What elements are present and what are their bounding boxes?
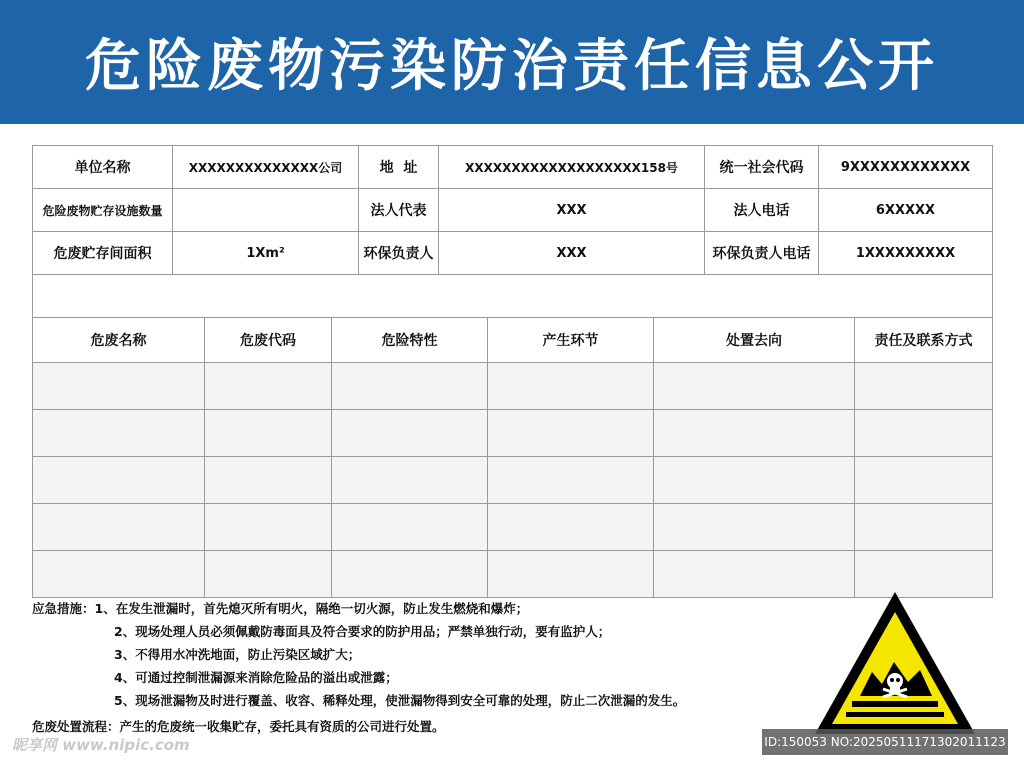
table-cell (205, 457, 332, 504)
blank-cell (33, 275, 993, 318)
emergency-item: 3、不得用水冲洗地面，防止污染区域扩大； (114, 647, 361, 662)
table-cell (654, 457, 855, 504)
table-row (33, 457, 993, 504)
emergency-item: 4、可通过控制泄漏源来消除危险品的溢出或泄露； (114, 670, 398, 685)
table-cell (855, 457, 993, 504)
disposal-text: 产生的危废统一收集贮存，委托具有资质的公司进行处置。 (119, 719, 445, 734)
emergency-notes (32, 597, 802, 738)
emergency-line (32, 597, 802, 620)
col-header-responsibility-contact: 责任及联系方式 (855, 318, 993, 363)
info-row (33, 146, 993, 189)
emergency-item: 1、在发生泄漏时，首先熄灭所有明火，隔绝一切火源，防止发生燃烧和爆炸； (94, 601, 529, 616)
table-cell (33, 363, 205, 410)
table-cell (332, 551, 488, 598)
toxic-hazard-warning-icon (812, 588, 978, 738)
env-manager-label: 环保负责人 (359, 232, 439, 275)
table-cell (488, 457, 654, 504)
table-cell (33, 504, 205, 551)
legal-phone-value: 6XXXXX (819, 189, 993, 232)
table-row (33, 410, 993, 457)
company-info-table (32, 145, 993, 318)
col-header-hazard-property: 危险特性 (332, 318, 488, 363)
table-cell (488, 504, 654, 551)
facility-count-value (173, 189, 359, 232)
legal-phone-label: 法人电话 (705, 189, 819, 232)
env-phone-value: 1XXXXXXXXX (819, 232, 993, 275)
info-row (33, 232, 993, 275)
blank-row (33, 275, 993, 318)
table-cell (855, 410, 993, 457)
table-cell (332, 363, 488, 410)
table-cell (488, 363, 654, 410)
table-row (33, 504, 993, 551)
col-header-disposal-destination: 处置去向 (654, 318, 855, 363)
unit-name-label: 单位名称 (33, 146, 173, 189)
table-cell (855, 504, 993, 551)
page-title: 危险废物污染防治责任信息公开 (85, 34, 939, 99)
table-cell (488, 410, 654, 457)
title-banner (0, 0, 1024, 124)
emergency-label: 应急措施： (32, 601, 95, 616)
table-cell (488, 551, 654, 598)
table-cell (205, 363, 332, 410)
legal-rep-label: 法人代表 (359, 189, 439, 232)
address-value: XXXXXXXXXXXXXXXXXXX158号 (439, 146, 705, 189)
table-cell (654, 410, 855, 457)
env-manager-value: XXX (439, 232, 705, 275)
table-cell (855, 363, 993, 410)
table-cell (205, 410, 332, 457)
image-id-watermark: ID:150053 NO:20250511171302011123 (762, 729, 1008, 755)
table-cell (332, 457, 488, 504)
unit-name-value: XXXXXXXXXXXXXX公司 (173, 146, 359, 189)
table-cell (332, 504, 488, 551)
site-watermark: 昵享网 www.nipic.com (12, 736, 190, 754)
legal-rep-value: XXX (439, 189, 705, 232)
facility-count-label: 危险废物贮存设施数量 (33, 189, 173, 232)
credit-code-label: 统一社会代码 (705, 146, 819, 189)
col-header-waste-name: 危废名称 (33, 318, 205, 363)
hazardous-waste-table (32, 317, 993, 598)
storage-area-label: 危废贮存间面积 (33, 232, 173, 275)
table-cell (332, 410, 488, 457)
table-cell (33, 410, 205, 457)
col-header-generation-stage: 产生环节 (488, 318, 654, 363)
info-row (33, 189, 993, 232)
table-cell (33, 551, 205, 598)
env-phone-label: 环保负责人电话 (705, 232, 819, 275)
table-cell (654, 363, 855, 410)
table-cell (205, 551, 332, 598)
address-label: 地 址 (359, 146, 439, 189)
table-header-row (33, 318, 993, 363)
disposal-label: 危废处置流程： (32, 719, 120, 734)
emergency-item: 5、现场泄漏物及时进行覆盖、收容、稀释处理，使泄漏物得到安全可靠的处理，防止二次泄漏的发生。 (114, 693, 686, 708)
table-row (33, 363, 993, 410)
storage-area-value: 1Xm² (173, 232, 359, 275)
table-cell (33, 457, 205, 504)
credit-code-value: 9XXXXXXXXXXXX (819, 146, 993, 189)
table-cell (654, 504, 855, 551)
table-cell (205, 504, 332, 551)
emergency-item: 2、现场处理人员必须佩戴防毒面具及符合要求的防护用品；严禁单独行动，要有监护人； (114, 624, 611, 639)
col-header-waste-code: 危废代码 (205, 318, 332, 363)
